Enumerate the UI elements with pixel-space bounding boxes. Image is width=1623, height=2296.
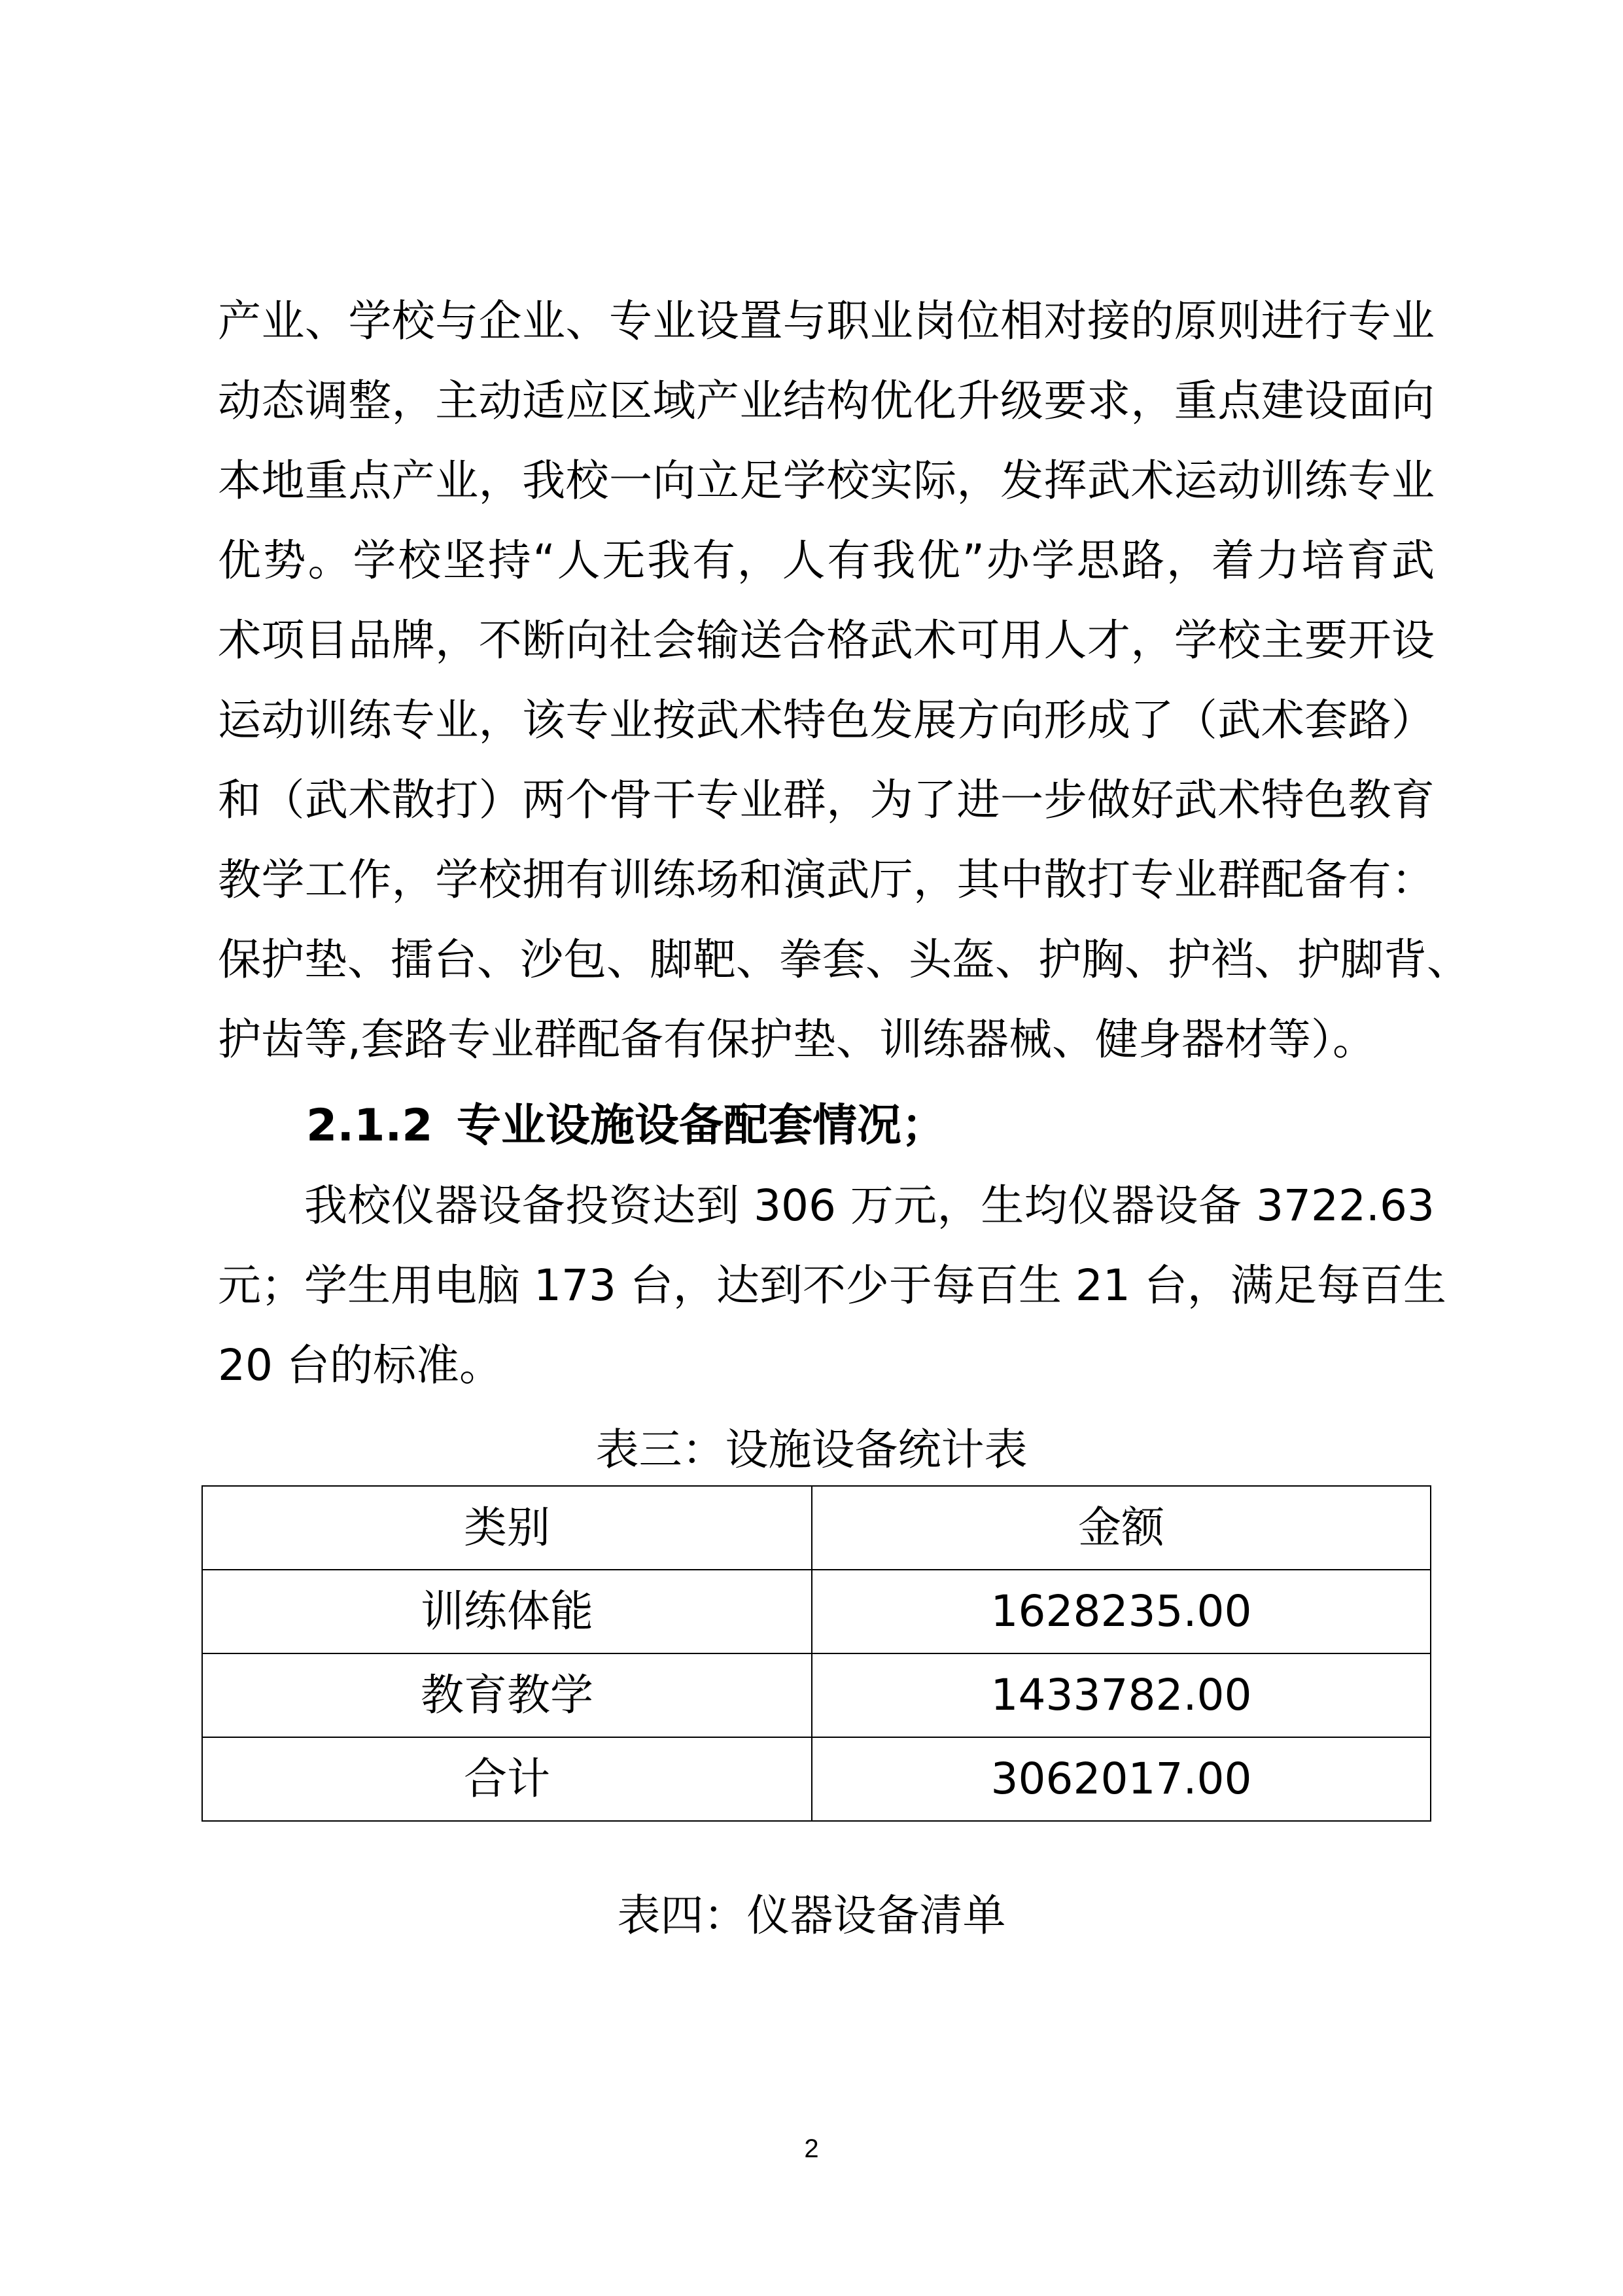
paragraph-line: 优势。学校坚持“人无我有，人有我优”办学思路，着力培育武 [218, 535, 1435, 586]
paragraph-2 [218, 1166, 1446, 1405]
table-4-caption: 表四：仪器设备清单 [617, 1890, 1006, 1941]
paragraph-line: 保护垫、擂台、沙包、脚靶、拳套、头盔、护胸、护裆、护脚背、 [218, 934, 1470, 985]
paragraph-line: 护齿等,套路专业群配备有保护垫、训练器械、健身器材等）。 [218, 1014, 1376, 1065]
paragraph-line: 元；学生用电脑 173 台，达到不少于每百生 21 台，满足每百生 [218, 1260, 1446, 1311]
table-header-cell: 金额 [812, 1486, 1431, 1570]
table-cell-category: 训练体能 [202, 1570, 812, 1653]
paragraph-line: 和（武术散打）两个骨干专业群，为了进一步做好武术特色教育 [218, 775, 1435, 825]
page-number: 2 [804, 2134, 819, 2163]
paragraph-line: 教学工作，学校拥有训练场和演武厅，其中散打专业群配备有： [218, 855, 1435, 905]
section-heading [306, 1086, 946, 1166]
table-cell-category: 教育教学 [202, 1653, 812, 1737]
table-cell-amount: 1433782.00 [812, 1653, 1431, 1737]
paragraph-line: 我校仪器设备投资达到 306 万元，生均仪器设备 3722.63 [304, 1180, 1435, 1231]
section-number: 2.1.2 [306, 1100, 433, 1152]
table-header-row [202, 1486, 1431, 1570]
table-row [202, 1737, 1431, 1821]
table-row [202, 1570, 1431, 1653]
equipment-statistics-table [201, 1485, 1431, 1822]
paragraph-line: 产业、学校与企业、专业设置与职业岗位相对接的原则进行专业 [218, 296, 1435, 346]
paragraph-line: 本地重点产业，我校一向立足学校实际，发挥武术运动训练专业 [218, 455, 1435, 506]
table-row [202, 1653, 1431, 1737]
paragraph-line: 动态调整，主动适应区域产业结构优化升级要求，重点建设面向 [218, 376, 1435, 426]
table-cell-amount: 3062017.00 [812, 1737, 1431, 1821]
paragraph-line: 术项目品牌，不断向社会输送合格武术可用人才，学校主要开设 [218, 615, 1435, 665]
table-3-caption: 表三：设施设备统计表 [595, 1424, 1028, 1475]
paragraph-line: 20 台的标准。 [218, 1340, 502, 1390]
table-cell-category: 合计 [202, 1737, 812, 1821]
paragraph-line: 运动训练专业，该专业按武术特色发展方向形成了（武术套路） [218, 695, 1435, 745]
table-header-cell: 类别 [202, 1486, 812, 1570]
table-cell-amount: 1628235.00 [812, 1570, 1431, 1653]
paragraph-1 [218, 281, 1470, 1080]
section-title: 专业设施设备配套情况； [457, 1100, 947, 1152]
